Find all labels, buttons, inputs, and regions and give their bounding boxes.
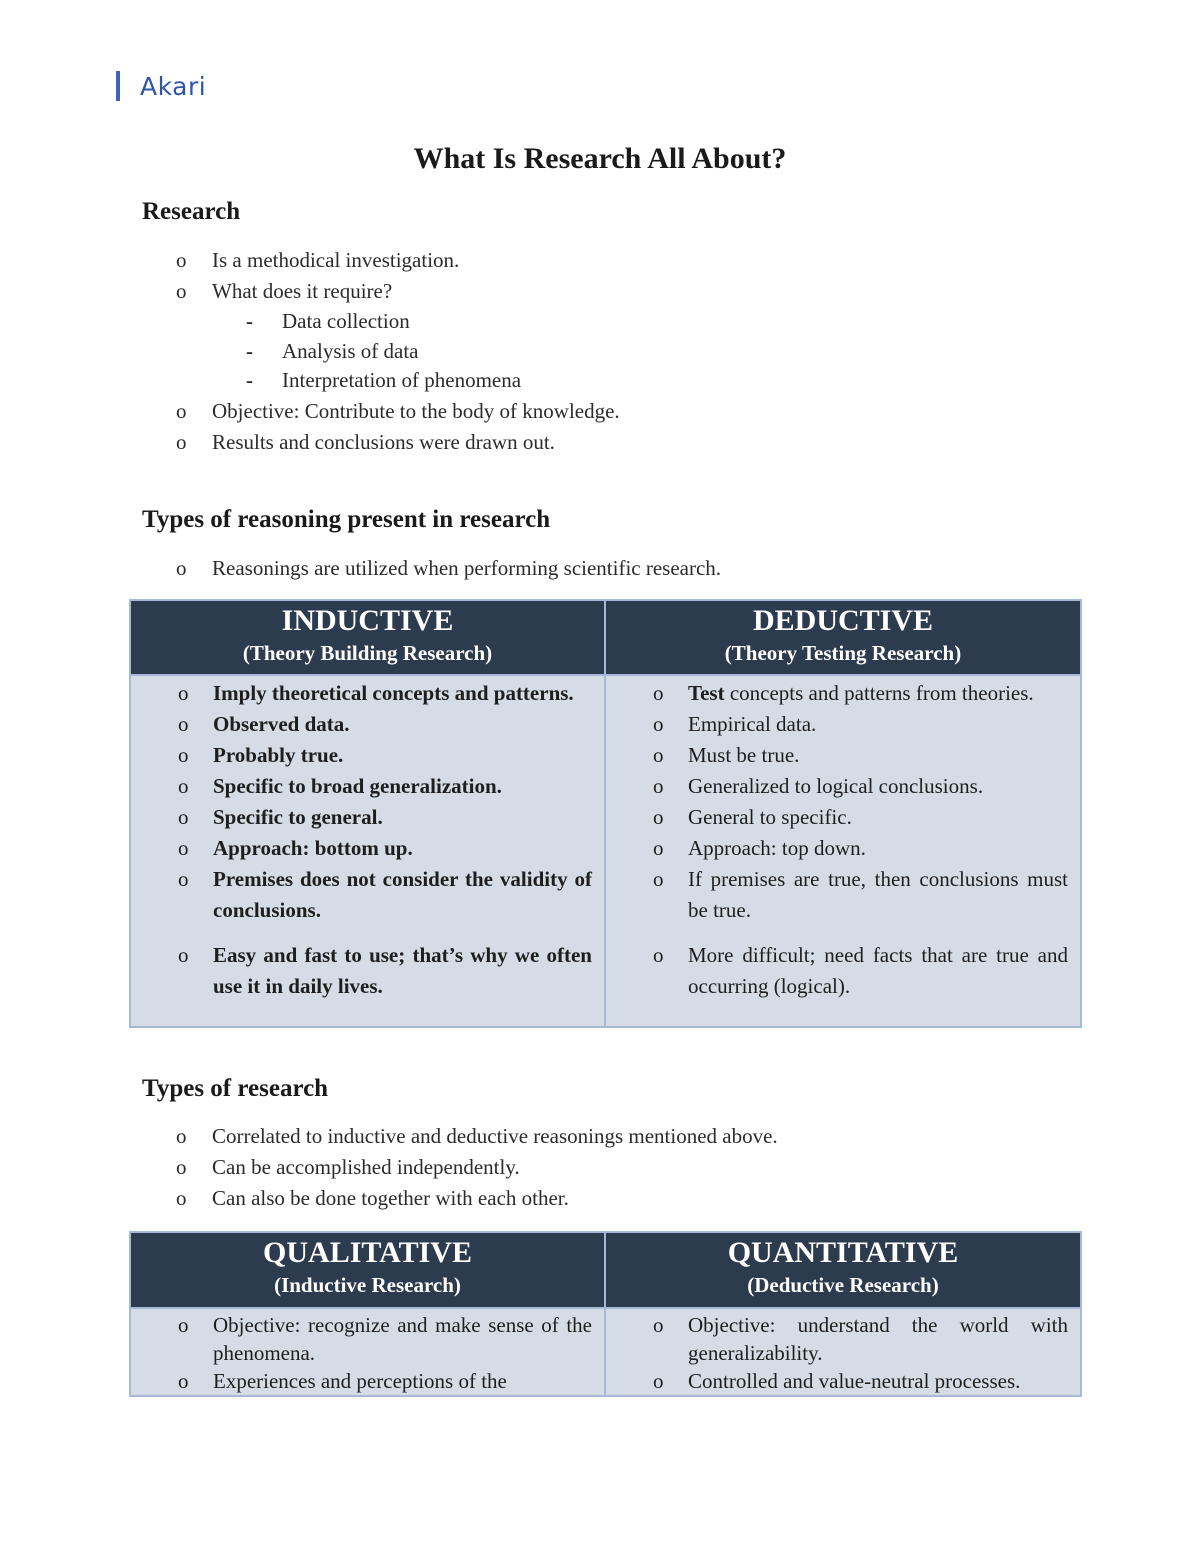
qualitative-header xyxy=(130,1232,605,1308)
list-item-text: Correlated to inductive and deductive reasonings mentioned above. xyxy=(212,1124,778,1148)
bullet-icon: o xyxy=(178,743,189,767)
list-item-text: Easy and fast to use; that’s why we often use it in daily lives. xyxy=(213,943,592,998)
bullet-icon: o xyxy=(178,712,189,736)
list-item-bold-text: Test xyxy=(688,681,725,705)
bullet-icon: o xyxy=(653,1313,664,1337)
list-item xyxy=(131,678,604,709)
inductive-header xyxy=(130,600,605,675)
bullet-icon: o xyxy=(176,248,187,272)
sub-list-item xyxy=(172,366,620,396)
dash-icon: - xyxy=(246,338,253,363)
deductive-title: DEDUCTIVE xyxy=(752,604,934,637)
list-item-text: Empirical data. xyxy=(688,712,817,736)
list-item xyxy=(606,1311,1080,1367)
list-item xyxy=(606,833,1080,864)
list-item-text: What does it require? xyxy=(212,279,393,303)
list-item xyxy=(606,802,1080,833)
bullet-icon: o xyxy=(653,712,664,736)
bullet-icon: o xyxy=(176,1155,187,1179)
inductive-title: INDUCTIVE xyxy=(281,604,454,637)
dash-icon: - xyxy=(246,309,253,333)
research-list xyxy=(172,245,620,458)
page-title: What Is Research All About? xyxy=(413,142,787,175)
list-item-text: Controlled and value-neutral processes. xyxy=(688,1369,1021,1393)
list-item-text: Premises does not consider the validity of conclusions. xyxy=(213,867,592,922)
list-item xyxy=(131,802,604,833)
list-item xyxy=(172,245,620,276)
bullet-icon: o xyxy=(653,681,664,705)
list-item xyxy=(131,771,604,802)
list-item-text: Reasonings are utilized when performing scientific research. xyxy=(212,556,722,580)
list-item-text: Specific to general. xyxy=(213,805,383,829)
list-item xyxy=(172,553,721,584)
quantitative-cell xyxy=(605,1308,1081,1396)
bullet-icon: o xyxy=(176,1186,187,1210)
qualitative-list xyxy=(131,1309,604,1395)
list-item-text: concepts and patterns from theories. xyxy=(724,681,1034,705)
deductive-list xyxy=(606,676,1080,1002)
bullet-icon: o xyxy=(176,279,187,303)
list-item xyxy=(131,940,604,1002)
bullet-icon: o xyxy=(653,805,664,829)
section-heading-reasoning: Types of reasoning present in research xyxy=(142,506,551,533)
list-item xyxy=(172,1152,778,1183)
bullet-icon: o xyxy=(178,1313,189,1337)
list-item xyxy=(131,709,604,740)
sub-list-item xyxy=(172,337,620,367)
list-item xyxy=(172,1183,778,1214)
list-item xyxy=(606,740,1080,771)
list-item xyxy=(606,1367,1080,1395)
list-item-text: Results and conclusions were drawn out. xyxy=(212,429,555,454)
list-item xyxy=(606,771,1080,802)
qualitative-cell xyxy=(130,1308,605,1396)
list-item xyxy=(606,709,1080,740)
deductive-subtitle: (Theory Testing Research) xyxy=(724,641,962,665)
list-item-text: Objective: understand the world with generalizability. xyxy=(688,1313,1068,1365)
bullet-icon: o xyxy=(178,836,189,860)
bullet-icon: o xyxy=(178,867,189,891)
quantitative-header xyxy=(605,1232,1081,1308)
list-item-text: More difficult; need facts that are true and occurring (logical). xyxy=(688,943,1068,998)
section-heading-types-of-research: Types of research xyxy=(142,1075,329,1102)
list-item xyxy=(606,678,1080,709)
dash-icon: - xyxy=(246,368,253,392)
bullet-icon: o xyxy=(176,429,187,454)
list-item xyxy=(172,276,620,307)
bullet-icon: o xyxy=(653,743,664,767)
bullet-icon: o xyxy=(653,836,664,860)
list-item xyxy=(131,740,604,771)
bullet-icon: o xyxy=(653,774,664,798)
list-item xyxy=(606,940,1080,1002)
types-of-research-list xyxy=(172,1121,778,1214)
list-item-text: Can also be done together with each other. xyxy=(212,1186,569,1210)
list-item-text: Is a methodical investigation. xyxy=(212,248,460,272)
list-item xyxy=(172,1121,778,1152)
list-item-text: Must be true. xyxy=(688,743,800,767)
list-item-text: If premises are true, then conclusions must be true. xyxy=(688,867,1068,922)
list-item-text: Approach: top down. xyxy=(688,836,866,860)
list-item-text: Generalized to logical conclusions. xyxy=(688,774,984,798)
list-item xyxy=(131,864,604,926)
reasoning-table xyxy=(129,599,1082,1028)
list-item xyxy=(172,427,620,458)
reasoning-list xyxy=(172,553,721,584)
inductive-cell xyxy=(130,675,605,1027)
list-item xyxy=(131,1311,604,1367)
inductive-subtitle: (Theory Building Research) xyxy=(242,641,493,665)
bullet-icon: o xyxy=(178,681,189,705)
brand-name: Akari xyxy=(140,71,207,101)
list-item-text: Approach: bottom up. xyxy=(213,836,413,860)
list-item-text: Experiences and perceptions of the xyxy=(213,1369,507,1393)
list-item-text: Can be accomplished independently. xyxy=(212,1155,520,1179)
qualitative-title: QUALITATIVE xyxy=(263,1236,472,1269)
list-item-text: Observed data. xyxy=(213,712,350,736)
brand-accent-bar xyxy=(116,71,120,101)
list-item-text: Probably true. xyxy=(213,743,344,767)
list-item xyxy=(606,864,1080,926)
list-item-text: Data collection xyxy=(282,309,410,333)
bullet-icon: o xyxy=(178,805,189,829)
list-item-text: Imply theoretical concepts and patterns. xyxy=(213,681,574,705)
bullet-icon: o xyxy=(653,1369,664,1393)
qualitative-subtitle: (Inductive Research) xyxy=(274,1273,461,1297)
inductive-list xyxy=(131,676,604,1002)
list-item xyxy=(131,833,604,864)
list-item-text: Objective: Contribute to the body of knowledge. xyxy=(212,398,620,423)
deductive-cell xyxy=(605,675,1081,1027)
bullet-icon: o xyxy=(178,943,189,967)
brand-header xyxy=(116,70,206,102)
list-item-text: General to specific. xyxy=(688,805,852,829)
quantitative-list xyxy=(606,1309,1080,1395)
sub-list-item xyxy=(172,307,620,337)
list-item xyxy=(172,396,620,427)
bullet-icon: o xyxy=(176,1124,187,1148)
list-item-text: Objective: recognize and make sense of the phenomena. xyxy=(213,1313,592,1365)
list-item xyxy=(131,1367,604,1395)
section-heading-research: Research xyxy=(142,198,241,225)
bullet-icon: o xyxy=(653,867,664,891)
bullet-icon: o xyxy=(176,556,187,580)
bullet-icon: o xyxy=(176,398,187,423)
quantitative-title: QUANTITATIVE xyxy=(727,1236,959,1269)
quantitative-subtitle: (Deductive Research) xyxy=(747,1273,939,1297)
bullet-icon: o xyxy=(653,943,664,967)
bullet-icon: o xyxy=(178,774,189,798)
list-item-text: Interpretation of phenomena xyxy=(282,368,522,392)
bullet-icon: o xyxy=(178,1369,189,1393)
list-item-text: Specific to broad generalization. xyxy=(213,774,502,798)
list-item-text: Analysis of data xyxy=(282,338,419,363)
deductive-header xyxy=(605,600,1081,675)
research-types-table xyxy=(129,1231,1082,1397)
